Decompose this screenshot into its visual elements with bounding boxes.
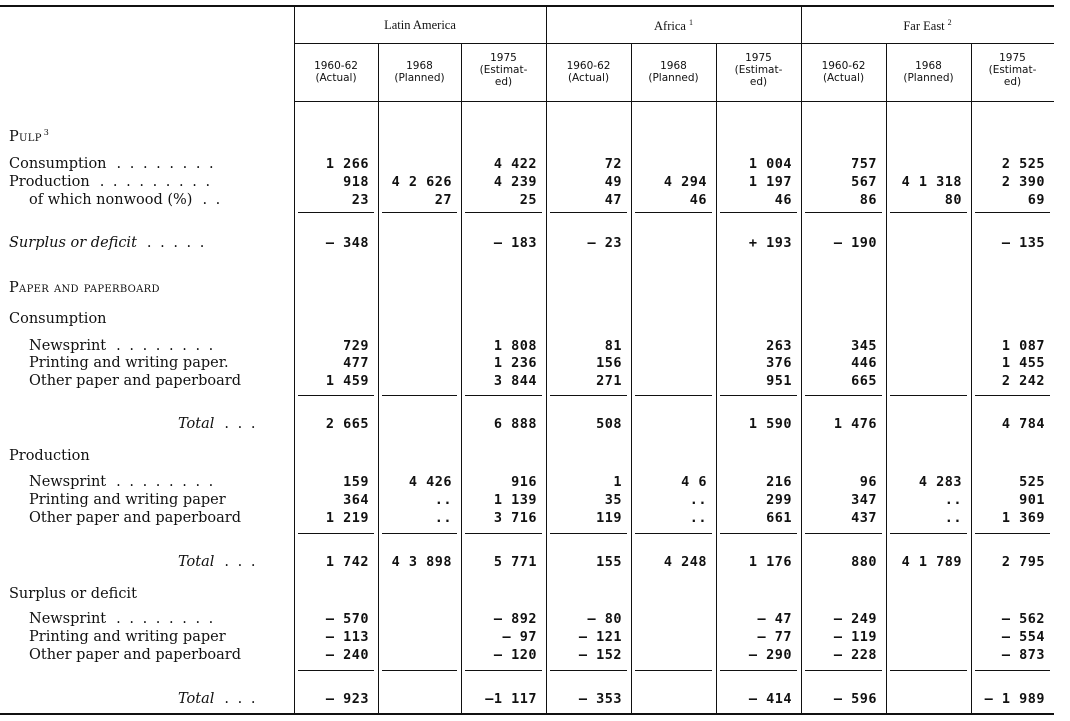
table-cell: 159 [343,474,369,490]
table-cell: 1 219 [325,510,369,526]
table-cell: 4 294 [663,174,707,190]
period-header [546,60,631,84]
period-kind: (Planned) [648,72,699,85]
table-cell: 46 [689,192,707,208]
table-cell: 951 [766,373,792,389]
row-label-text: Total [178,691,215,707]
sum-rule [805,670,882,671]
table-cell: .. [434,510,452,526]
table-cell: 1 266 [325,156,369,172]
table-cell: 1 176 [748,554,792,570]
sum-rule [890,212,967,213]
sum-rule [720,533,797,534]
period-year: 1975 [490,52,517,64]
leader-dots: . . . . . . . . [116,611,216,627]
table-cell: 81 [604,338,622,354]
leader-dots: . . . . . . . . [116,338,216,354]
table-cell: 27 [434,192,452,208]
sum-rule [298,533,374,534]
table-cell: 156 [596,355,622,371]
period-year: 1968 [660,60,687,72]
bottom-rule [0,713,1054,715]
group-heading: Production [9,448,90,464]
table-cell: 376 [766,355,792,371]
table-cell: 4 426 [408,474,452,490]
table-cell: 35 [604,492,622,508]
sum-rule [550,670,627,671]
table-cell: — 80 [587,611,622,627]
table-cell: 364 [343,492,369,508]
table-cell: — 190 [833,235,877,251]
table-cell: 72 [604,156,622,172]
table-cell: 437 [851,510,877,526]
table-cell: — 873 [1001,647,1045,663]
sum-rule [550,533,627,534]
table-cell: 477 [343,355,369,371]
table-cell: 1 742 [325,554,369,570]
period-kind: (Planned) [394,72,445,85]
table-cell: 2 525 [1001,156,1045,172]
row-label-text: Consumption [9,156,107,172]
sum-rule [720,395,797,396]
table-cell: 1 197 [748,174,792,190]
leader-dots: . . . [224,691,258,707]
table-cell: 1 455 [1001,355,1045,371]
table-cell: 299 [766,492,792,508]
table-cell: 86 [859,192,877,208]
period-header [971,52,1054,88]
table-cell: 4 248 [663,554,707,570]
row-label [29,630,226,645]
leader-dots: . . . [224,554,258,570]
table-cell: 119 [596,510,622,526]
footnote-marker: 1 [688,18,693,27]
table-cell: 347 [851,492,877,508]
table-cell: 901 [1019,492,1045,508]
table-cell: — 562 [1001,611,1045,627]
row-label [29,493,226,508]
sum-rule [550,395,627,396]
table-cell: 1 590 [748,416,792,432]
table-cell: 46 [774,192,792,208]
table-cell: 508 [596,416,622,432]
row-label-text: Other paper and paperboard [29,373,241,389]
table-cell: — 249 [833,611,877,627]
table-cell: 47 [604,192,622,208]
group-heading: Surplus or deficit [9,586,137,602]
sum-rule [550,212,627,213]
sum-rule [298,212,374,213]
row-label [9,236,206,251]
row-label-text: Other paper and paperboard [29,510,241,526]
section-label: Pulp [9,128,42,145]
table-cell: —1 117 [485,691,537,707]
period-kind-cont: ed) [749,76,768,89]
table-cell: 2 242 [1001,373,1045,389]
period-kind: (Estimat- [734,64,783,77]
table-cell: 1 [613,474,622,490]
table-cell: .. [689,492,707,508]
table-cell: — 77 [757,629,792,645]
table-cell: 25 [519,192,537,208]
table-cell: 4 422 [493,156,537,172]
sum-rule [382,670,457,671]
period-header [886,60,971,84]
group-heading: Consumption [9,311,107,327]
table-cell: 1 369 [1001,510,1045,526]
sum-rule [635,212,712,213]
sum-rule [890,533,967,534]
table-cell: 916 [511,474,537,490]
row-label-text: Total [178,554,215,570]
table-cell: — 923 [325,691,369,707]
period-kind: (Actual) [567,72,610,85]
footnote-marker: 2 [947,18,952,27]
region-name: Far East [903,19,945,34]
table-cell: 216 [766,474,792,490]
period-header [801,60,886,84]
sum-rule [890,670,967,671]
table-cell: 2 795 [1001,554,1045,570]
row-label-text: Printing and writing paper [29,492,226,508]
period-kind: (Actual) [315,72,357,85]
table-cell: — 290 [748,647,792,663]
section-title [9,281,160,296]
sum-rule [975,212,1050,213]
table-cell: 729 [343,338,369,354]
table-cell: 661 [766,510,792,526]
row-label-text: Surplus or deficit [9,235,137,251]
table-cell: 80 [944,192,962,208]
period-kind-cont: ed) [494,76,513,89]
leader-dots: . . [202,192,223,208]
sum-rule [382,533,457,534]
row-label-text: Printing and writing paper [29,629,226,645]
table-cell: 5 771 [493,554,537,570]
table-cell: 1 236 [493,355,537,371]
table-cell: — 228 [833,647,877,663]
period-year: 1968 [915,60,942,72]
section-label: Paper and paperboard [9,280,160,296]
table-cell: 446 [851,355,877,371]
region-header [294,19,546,32]
period-header [716,52,801,88]
header-rule [294,101,1054,102]
sum-rule [720,670,797,671]
table-cell: 263 [766,338,792,354]
table-cell: 918 [343,174,369,190]
region-header [801,19,1054,33]
sum-rule [635,395,712,396]
row-label-text: of which nonwood (%) [29,192,193,208]
period-year: 1960-62 [314,60,358,72]
table-cell: 1 476 [833,416,877,432]
row-label [29,475,215,490]
row-label [9,175,212,190]
row-label [178,555,257,570]
vline [378,43,379,713]
period-header [631,60,716,84]
table-cell: 155 [596,554,622,570]
row-label [29,511,241,526]
table-cell: 4 2 626 [391,174,452,190]
row-label-text: Other paper and paperboard [29,647,241,663]
table-cell: — 119 [833,629,877,645]
table-cell: 4 1 318 [901,174,962,190]
row-label-text: Printing and writing paper. [29,355,229,371]
sum-rule [975,670,1050,671]
period-year: 1960-62 [821,60,866,72]
period-kind: (Estimat- [988,64,1037,77]
sum-rule [975,533,1050,534]
top-rule [0,5,1054,7]
table-cell: 4 1 789 [901,554,962,570]
sum-rule [465,395,542,396]
leader-dots: . . . . . [146,235,207,251]
leader-dots: . . . [224,416,258,432]
sum-rule [465,670,542,671]
table-cell: — 348 [325,235,369,251]
table-cell: — 240 [325,647,369,663]
row-label-text: Production [9,174,90,190]
row-label-text: Newsprint [29,474,107,490]
table-cell: 1 139 [493,492,537,508]
table-cell: 4 784 [1001,416,1045,432]
table-cell: 2 390 [1001,174,1045,190]
row-label [9,157,216,172]
table-cell: .. [944,510,962,526]
sum-rule [465,533,542,534]
row-label [29,374,241,389]
table-cell: 4 283 [918,474,962,490]
table-cell: .. [434,492,452,508]
row-label-text: Newsprint [29,611,107,627]
period-year: 1968 [406,60,433,72]
sum-rule [635,670,712,671]
table-cell: — 47 [757,611,792,627]
table-cell: 4 239 [493,174,537,190]
period-kind: (Estimat- [479,64,528,77]
period-header [294,60,378,84]
table-cell: 2 665 [325,416,369,432]
table-cell: 567 [851,174,877,190]
region-header [546,19,801,33]
region-name: Africa [654,19,686,34]
table-cell: 345 [851,338,877,354]
table-cell: — 120 [493,647,537,663]
table-cell: 1 808 [493,338,537,354]
section-title [9,129,49,144]
row-label-text: Newsprint [29,338,107,354]
period-header [461,52,546,88]
table-cell: — 97 [502,629,537,645]
table-cell: 4 3 898 [391,554,452,570]
sum-rule [720,212,797,213]
period-kind: (Actual) [822,72,865,85]
sum-rule [298,670,374,671]
table-cell: — 353 [578,691,622,707]
table-cell: 3 716 [493,510,537,526]
table-cell: 1 459 [325,373,369,389]
table-cell: 49 [604,174,622,190]
sum-rule [890,395,967,396]
row-label [29,356,229,371]
leader-dots: . . . . . . . . [116,156,216,172]
region-rule [294,43,1054,44]
table-cell: .. [944,492,962,508]
table-cell: — 121 [578,629,622,645]
sum-rule [382,395,457,396]
footnote-marker: 3 [43,128,50,137]
table-cell: 23 [351,192,369,208]
table-cell: .. [689,510,707,526]
table-cell: — 596 [833,691,877,707]
period-year: 1960-62 [566,60,611,72]
table-cell: — 135 [1001,235,1045,251]
sum-rule [975,395,1050,396]
period-kind: (Planned) [903,72,954,85]
table-cell: 96 [859,474,877,490]
region-name: Latin America [384,18,456,32]
row-label [29,339,215,354]
table-cell: — 554 [1001,629,1045,645]
table-cell: 3 844 [493,373,537,389]
table-cell: 271 [596,373,622,389]
table-cell: — 23 [587,235,622,251]
sum-rule [382,212,457,213]
row-label [29,648,241,663]
sum-rule [805,212,882,213]
period-header [378,60,461,84]
sum-rule [805,395,882,396]
leader-dots: . . . . . . . . . [99,174,213,190]
sum-rule [635,533,712,534]
period-year: 1975 [999,52,1026,64]
vline [886,43,887,713]
table-cell: — 414 [748,691,792,707]
table-cell: 880 [851,554,877,570]
sum-rule [298,395,374,396]
table-cell: — 113 [325,629,369,645]
table-cell: 69 [1027,192,1045,208]
table-cell: 1 004 [748,156,792,172]
row-label [29,193,222,208]
row-label [29,612,215,627]
table-cell: — 1 989 [984,691,1045,707]
row-label [178,417,257,432]
table-cell: 1 087 [1001,338,1045,354]
leader-dots: . . . . . . . . [116,474,216,490]
period-kind-cont: ed) [1003,76,1022,89]
table-cell: 4 6 [681,474,707,490]
table-cell: 665 [851,373,877,389]
table-cell: — 183 [493,235,537,251]
row-label [178,692,257,707]
table-cell: — 570 [325,611,369,627]
period-year: 1975 [745,52,772,64]
row-label-text: Total [178,416,215,432]
table-cell: — 892 [493,611,537,627]
vline [631,43,632,713]
table-cell: — 152 [578,647,622,663]
sum-rule [465,212,542,213]
table-cell: 757 [851,156,877,172]
table-cell: + 193 [748,235,792,251]
table-cell: 525 [1019,474,1045,490]
sum-rule [805,533,882,534]
table-cell: 6 888 [493,416,537,432]
